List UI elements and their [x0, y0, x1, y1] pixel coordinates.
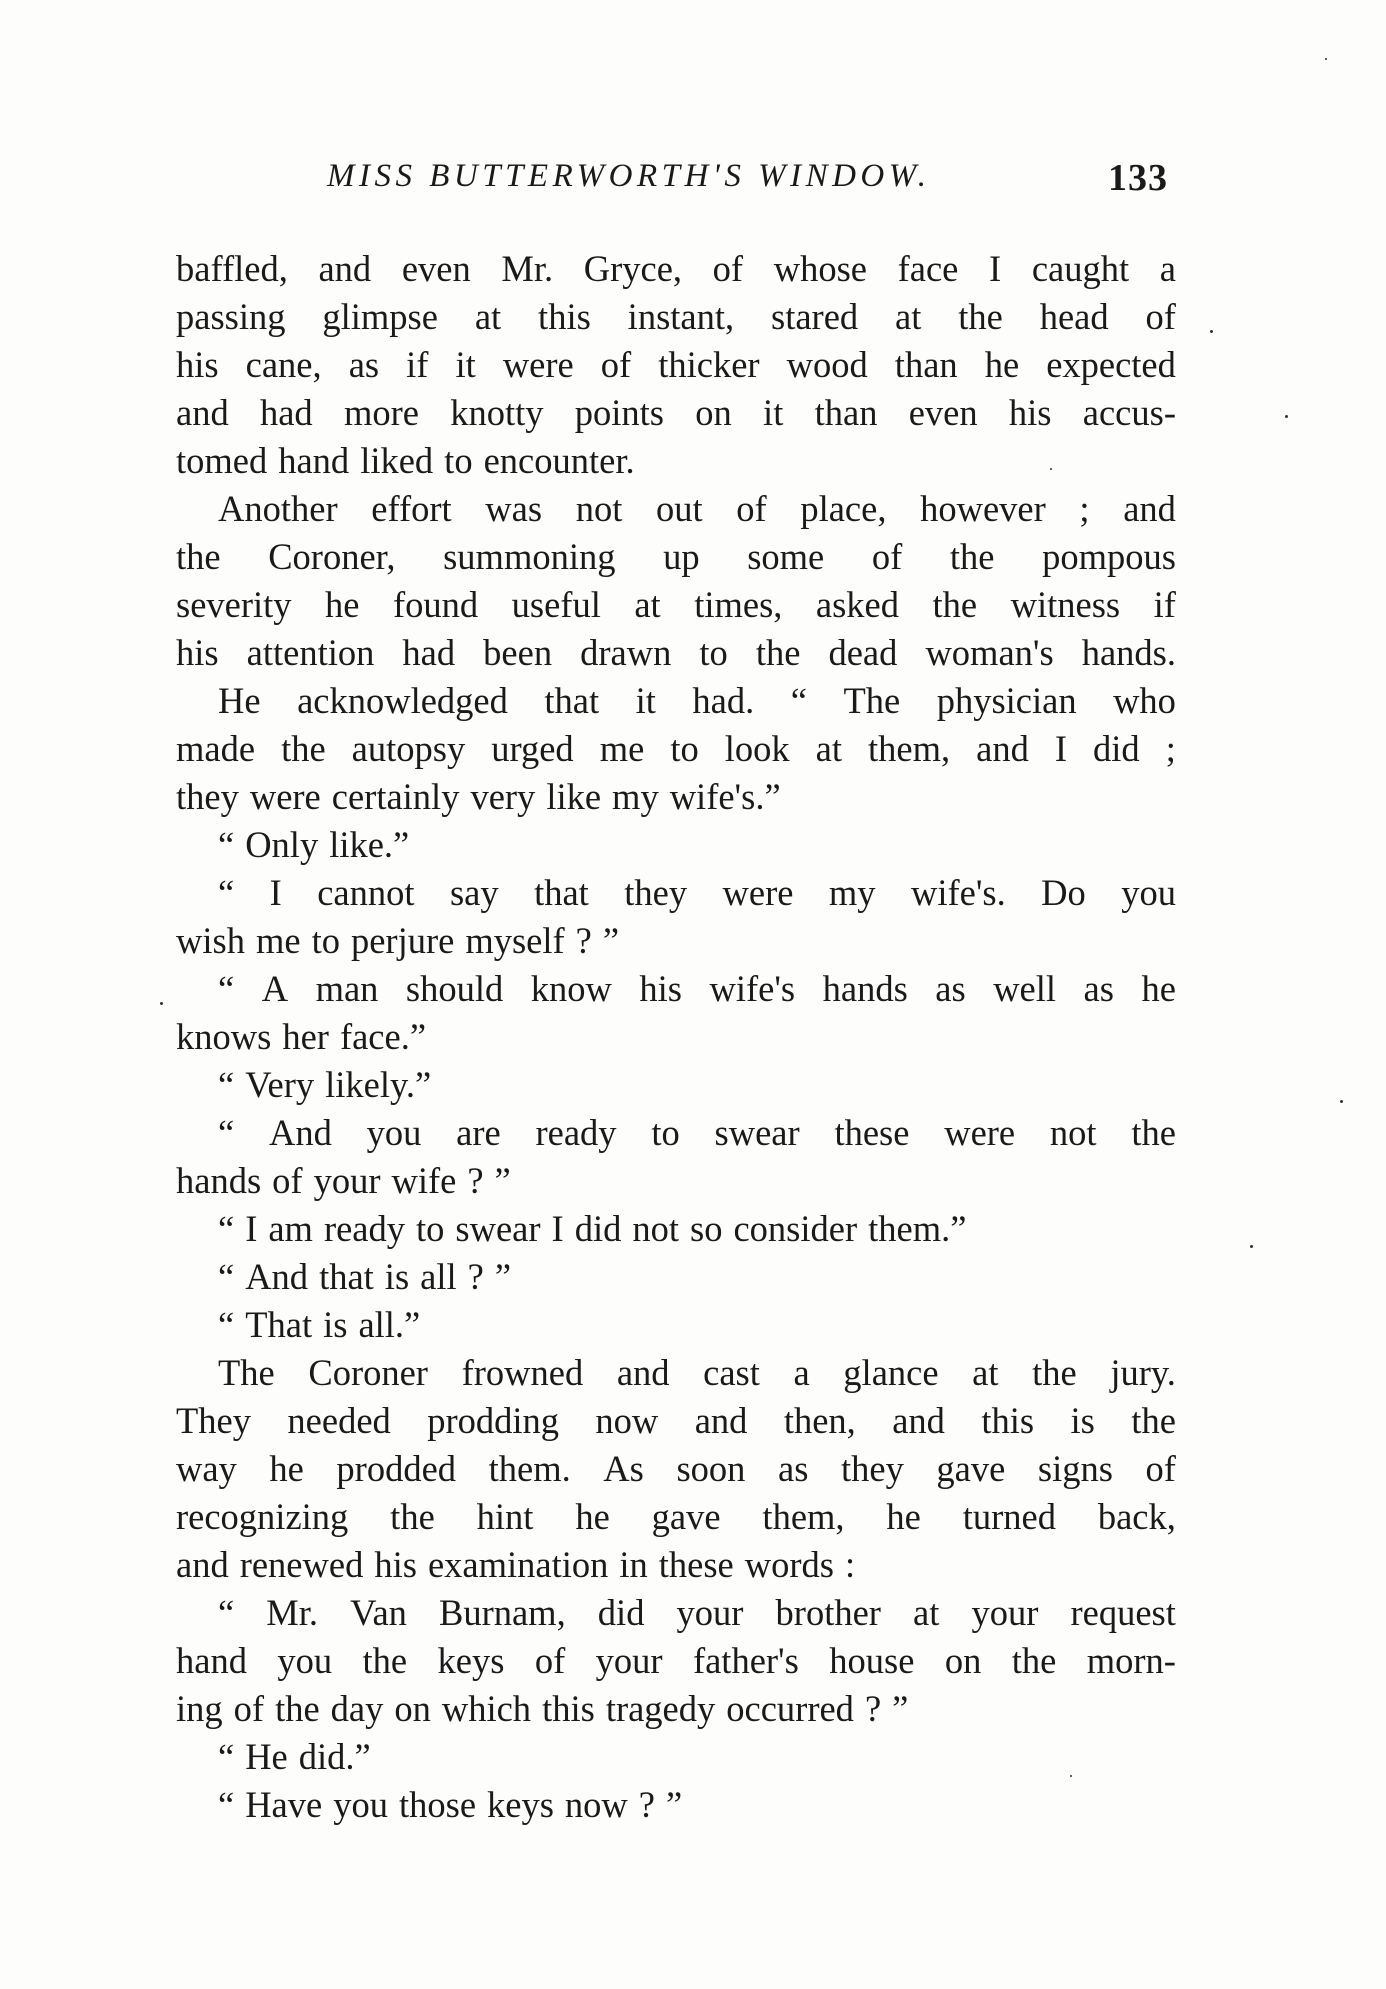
text-line: his cane, as if it were of thicker wood than he expected: [176, 344, 1176, 385]
page-number: 133: [1108, 157, 1168, 199]
text-line: recognizing the hint he gave them, he turned back,: [176, 1496, 1176, 1537]
text-line: “ And you are ready to swear these were not the: [218, 1112, 1176, 1153]
text-line: “ I cannot say that they were my wife's. Do you: [218, 872, 1176, 913]
text-line: baffled, and even Mr. Gryce, of whose face I caught a: [176, 248, 1176, 289]
text-line: “ And that is all ? ”: [218, 1256, 512, 1297]
text-line: “ That is all.”: [218, 1304, 421, 1345]
text-line: “ A man should know his wife's hands as well as he: [218, 968, 1176, 1009]
text-line: tomed hand liked to encounter.: [176, 440, 635, 481]
text-line: Another effort was not out of place, however ; and: [218, 488, 1176, 529]
text-line: way he prodded them. As soon as they gave signs of: [176, 1448, 1176, 1489]
running-head-title: MISS BUTTERWORTH'S WINDOW.: [327, 158, 931, 194]
text-line: “ Have you those keys now ? ”: [218, 1784, 683, 1825]
text-line: He acknowledged that it had. “ The physician who: [218, 680, 1176, 721]
text-line: knows her face.”: [176, 1016, 427, 1057]
text-line: the Coroner, summoning up some of the pompous: [176, 536, 1176, 577]
text-line: “ I am ready to swear I did not so consider them.”: [218, 1208, 967, 1249]
text-line: they were certainly very like my wife's.”: [176, 776, 781, 817]
text-line: “ Only like.”: [218, 824, 410, 865]
running-head: [176, 158, 1176, 208]
text-line: “ Mr. Van Burnam, did your brother at your request: [218, 1592, 1176, 1633]
text-line: and renewed his examination in these words :: [176, 1544, 856, 1585]
text-line: “ Very likely.”: [218, 1064, 432, 1105]
text-line: his attention had been drawn to the dead woman's hands.: [176, 632, 1176, 673]
text-line: The Coroner frowned and cast a glance at the jury.: [218, 1352, 1176, 1393]
text-line: made the autopsy urged me to look at them, and I did ;: [176, 728, 1176, 769]
text-line: hand you the keys of your father's house on the morn-: [176, 1640, 1176, 1681]
text-line: wish me to perjure myself ? ”: [176, 920, 620, 961]
text-line: “ He did.”: [218, 1736, 371, 1777]
text-line: hands of your wife ? ”: [176, 1160, 511, 1201]
body-text: [176, 245, 1176, 1829]
text-line: passing glimpse at this instant, stared at the head of: [176, 296, 1176, 337]
text-line: severity he found useful at times, asked the witness if: [176, 584, 1176, 625]
text-line: They needed prodding now and then, and this is the: [176, 1400, 1176, 1441]
text-line: ing of the day on which this tragedy occurred ? ”: [176, 1688, 909, 1729]
text-line: and had more knotty points on it than even his accus-: [176, 392, 1176, 433]
